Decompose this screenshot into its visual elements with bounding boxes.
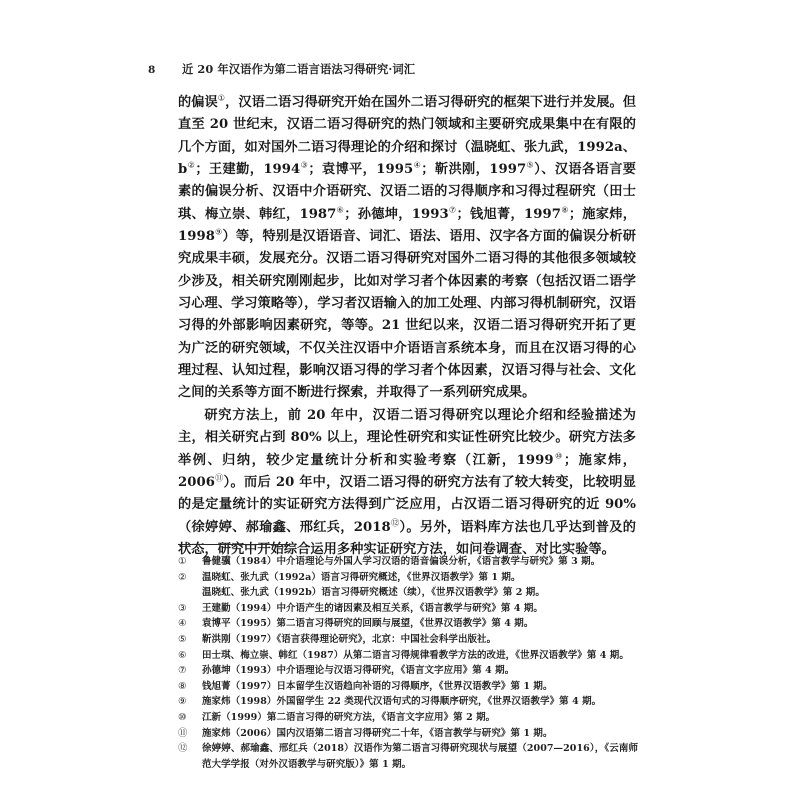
footnote-text: 孙德坤（1993）中介语理论与汉语习得研究，《语言文字应用》第 4 期。 <box>202 665 515 677</box>
footnote-marker: ③ <box>178 602 187 614</box>
footnote-item <box>178 585 638 601</box>
footnote-text: 施家炜（2006）国内汉语第二语言习得研究二十年，《语言教学与研究》第 1 期。 <box>202 727 553 739</box>
footnote-text: 鲁健骥（1984）中介语理论与外国人学习汉语的语音偏误分析，《语言教学与研究》第 3 期。 <box>202 556 601 567</box>
footnote-text: 袁博平（1995）第二语言习得研究的回顾与展望，《世界汉语教学》第 4 期。 <box>202 618 534 630</box>
footnote-list <box>178 554 638 772</box>
footnote-ref: ⑧ <box>560 204 569 215</box>
body-text-block <box>178 92 636 561</box>
footnote-text: 钱旭菁（1997）日本留学生汉语趋向补语的习得顺序，《世界汉语教学》第 1 期。 <box>202 680 553 692</box>
footnote-ref: ⑪ <box>214 472 224 483</box>
footnote-marker: ⑤ <box>178 633 187 645</box>
footnote-marker: ⑥ <box>178 649 187 661</box>
footnote-item <box>178 554 638 570</box>
footnote-item <box>178 663 638 679</box>
footnote-ref: ⑨ <box>214 226 223 237</box>
footnote-ref: ⑩ <box>553 450 564 461</box>
footnote-marker: ⑧ <box>178 680 187 692</box>
footnote-item <box>178 679 638 695</box>
footnote-item <box>178 726 638 742</box>
footnote-marker: ④ <box>178 618 187 630</box>
footnote-marker: ② <box>178 571 187 583</box>
footnote-item <box>178 710 638 726</box>
footnote-marker: ① <box>178 556 187 567</box>
paragraph: 的偏误①，汉语二语习得研究开始在国外二语习得研究的框架下进行并发展。但直至 20 世纪末，汉语二语习得研究的热门领域和主要研究成果集中在有限的几个方面，如对国外二语习得理论的介绍和探讨（温晓虹、张九武，1992a、b②；王建勤，1994③；袁博平，1995④；靳洪刚，1997⑤）、汉语各语言要素的偏误分析、汉语中介语研究、汉语二语的习得顺序和习得过程研究（田士琪、梅立崇、韩红，1987⑥；孙德坤，1993⑦；钱旭菁，1997⑧；施家炜，1998⑨）等，特别是汉语语音、词汇、语法、语用、汉字各方面的偏误分析研究成果丰硕，发展充分。汉语二语习得研究对国外二语习得的其他很多领域较少涉及，相关研究刚刚起步，比如对学习者个体因素的考察（包括汉语二语学习心理、学习策略等），学习者汉语输入的加工处理、内部习得机制研究，汉语习得的外部影响因素研究，等等。21 世纪以来，汉语二语习得研究开拓了更为广泛的研究领域，不仅关注汉语中介语语言系统本身，而且在汉语习得的心理过程、认知过程，影响汉语习得的学习者个体因素，汉语习得与社会、文化之间的关系等方面不断进行探索，并取得了一系列研究成果。 <box>178 92 637 401</box>
footnote-marker: ⑨ <box>178 696 187 708</box>
page-number: 8 <box>148 64 156 76</box>
paragraph: 研究方法上，前 20 年中，汉语二语习得研究以理论介绍和经验描述为主，相关研究占到 80% 以上，理论性研究和实证性研究比较少。研究方法多举例、归纳，较少定量统计分析和实验考察（江新，1999⑩；施家炜，2006⑪）。而后 20 年中，汉语二语习得的研究方法有了较大转变，比较明显的是定量统计的实证研究方法得到广泛应用，占汉语二语习得研究的近 90%（徐婷婷、郝瑜鑫、邢红兵，2018⑫）。另外，语料库方法也几乎达到普及的状态，研究中开始综合运用多种实证研究方法，如问卷调查、对比实验等。 <box>178 407 637 557</box>
footnote-text: 温晓虹、张九武（1992a）语言习得研究概述，《世界汉语教学》第 1 期。 <box>202 571 521 583</box>
footnote-item <box>178 616 638 632</box>
footnote-separator-rule <box>178 544 290 545</box>
footnote-marker: ⑫ <box>178 743 188 755</box>
footnote-ref: ⑦ <box>448 204 457 215</box>
footnote-text: 江新（1999）第二语言习得的研究方法，《语言文字应用》第 2 期。 <box>202 711 496 723</box>
footnote-marker: ⑩ <box>178 711 187 723</box>
footnote-item <box>178 694 638 710</box>
footnote-ref: ② <box>187 159 196 170</box>
footnote-text: 靳洪刚（1997）《语言获得理论研究》，北京：中国社会科学出版社。 <box>202 633 497 645</box>
running-head-title: 近 20 年汉语作为第二语言语法习得研究·词汇 <box>182 62 416 76</box>
running-head <box>148 61 638 79</box>
footnote-text: 温晓虹、张九武（1992b）语言习得研究概述（续），《世界汉语教学》第 2 期。 <box>202 587 545 599</box>
footnote-item <box>178 601 638 617</box>
footnote-item <box>178 741 638 772</box>
footnote-ref: ⑤ <box>526 159 535 170</box>
footnote-text: 王建勤（1994）中介语产生的诸因素及相互关系，《语言教学与研究》第 4 期。 <box>202 602 543 614</box>
footnote-text: 田士琪、梅立崇、韩红（1987）从第二语言习得规律看教学方法的改进，《世界汉语教学》第 4 期。 <box>202 649 629 661</box>
footnote-item <box>178 648 638 664</box>
footnote-ref: ⑥ <box>336 204 345 215</box>
footnote-ref: ⑫ <box>390 517 400 528</box>
footnote-ref: ③ <box>300 159 309 170</box>
footnote-item <box>178 632 638 648</box>
footnote-text: 徐婷婷、郝瑜鑫、邢红兵（2018）汉语作为第二语言习得研究现状与展望（2007—2016），《云南师范大学学报（对外汉语教学与研究版）》第 1 期。 <box>202 743 638 770</box>
footnote-ref: ④ <box>413 159 422 170</box>
footnote-item <box>178 570 638 586</box>
footnote-text: 施家炜（1998）外国留学生 22 类现代汉语句式的习得顺序研究，《世界汉语教学》第 4 期。 <box>202 696 602 708</box>
footnote-ref: ① <box>217 92 226 103</box>
footnote-marker: ⑦ <box>178 665 187 677</box>
footnote-marker: ⑪ <box>178 727 188 739</box>
